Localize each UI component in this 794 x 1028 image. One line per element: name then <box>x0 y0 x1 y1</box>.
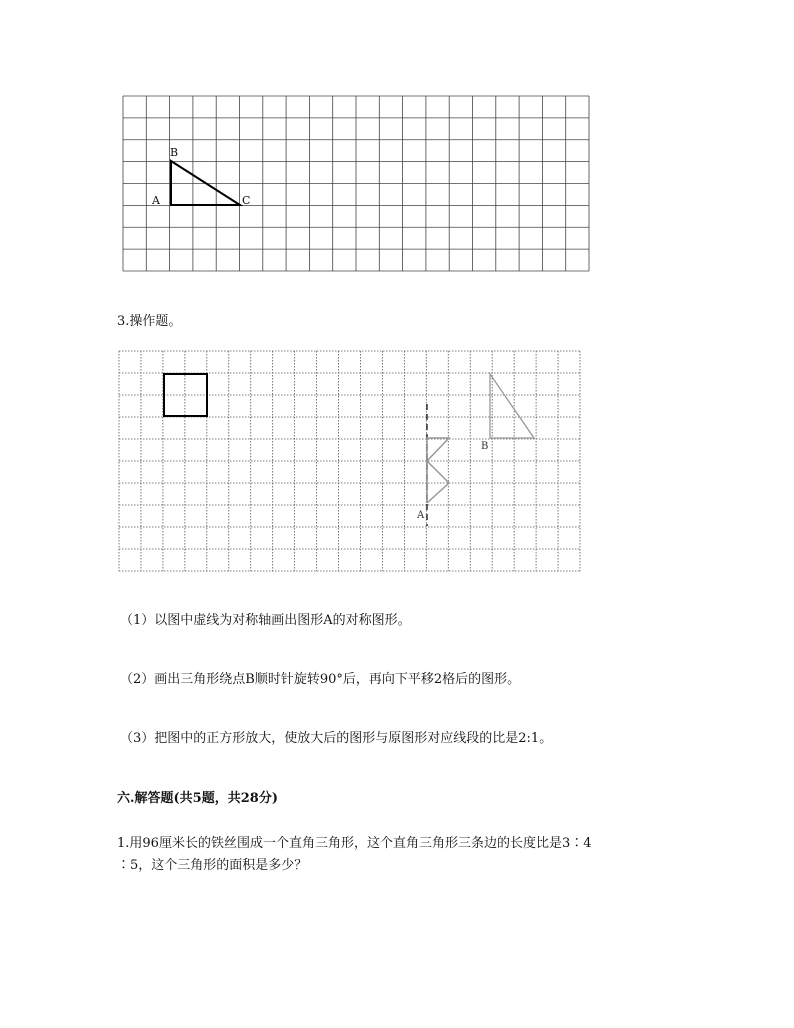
grid-1 <box>122 95 592 273</box>
grid-1-label-a: A <box>152 194 160 207</box>
grid-1-lines <box>123 96 589 271</box>
grid-1-label-b: B <box>170 146 179 159</box>
triangle-b <box>490 374 534 438</box>
question-1: （1）以图中虚线为对称轴画出图形A的对称图形。 <box>120 613 411 628</box>
problem-1-line-1: 1.用96厘米长的铁丝围成一个直角三角形，这个直角三角形三条边的长度比是3∶4 <box>117 836 592 851</box>
shape-a <box>427 438 449 503</box>
grid-2-label-a: A <box>417 510 425 521</box>
section-6-heading: 六.解答题(共5题，共28分) <box>117 791 278 806</box>
question-2: （2）画出三角形绕点B顺时针旋转90°后，再向下平移2格后的图形。 <box>120 672 521 687</box>
triangle-abc <box>171 161 240 205</box>
question-3: （3）把图中的正方形放大，使放大后的图形与原图形对应线段的比是2:1。 <box>120 731 553 746</box>
grid-2-lines <box>119 351 580 571</box>
grid-1-label-c: C <box>242 194 251 207</box>
problem-1-line-2: ∶5，这个三角形的面积是多少？ <box>117 858 308 873</box>
grid-2-label-b: B <box>481 441 489 452</box>
section-3-title: 3.操作题。 <box>117 314 182 329</box>
grid-2 <box>118 350 582 574</box>
